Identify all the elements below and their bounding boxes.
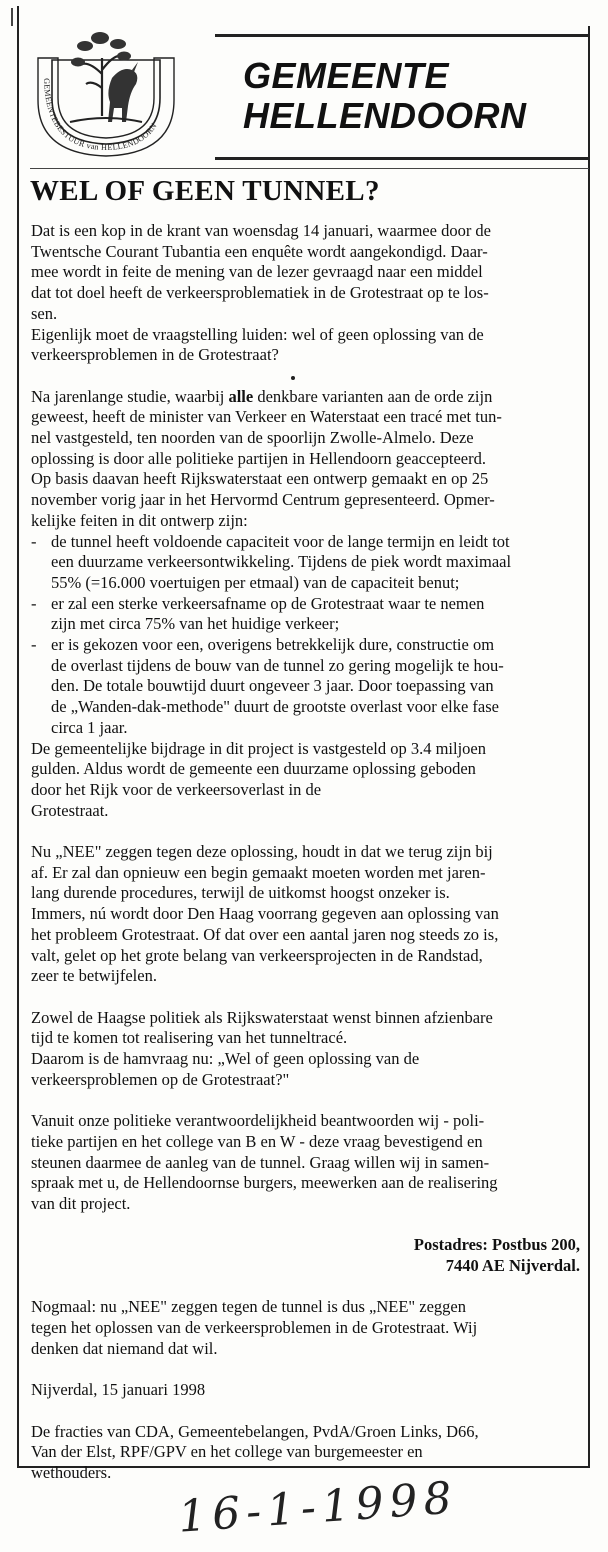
municipality-line-2: HELLENDOORN <box>243 95 527 136</box>
header-rule-bottom <box>215 157 589 160</box>
text-line: De gemeentelijke bijdrage in dit project is vastgesteld op 3.4 miljoen <box>31 738 487 758</box>
text-line: 55% (=16.000 voertuigen per etmaal) van de capaciteit benut; <box>51 572 460 592</box>
text-line: De fracties van CDA, Gemeentebelangen, PvdA/Groen Links, D66, <box>31 1421 479 1441</box>
text-line: lang durende procedures, terwijl de uitkomst hoogst onzeker is. <box>31 883 450 903</box>
text-line: verkeersproblemen in de Grotestraat? <box>31 345 279 365</box>
header-rule-top <box>215 34 589 37</box>
text-line: sen. <box>31 303 58 323</box>
bullet-dash: - <box>31 593 37 613</box>
text-line: steunen daarmee de aanleg van de tunnel. Graag willen wij in samen- <box>31 1152 490 1172</box>
text-line: af. Er zal dan opnieuw een begin gemaakt moeten worden met jaren- <box>31 862 486 882</box>
bullet-dash: - <box>31 531 37 551</box>
text-line: de overlast tijdens de bouw van de tunnel zo gering mogelijk te hou- <box>51 655 504 675</box>
text-line: er is gekozen voor een, overigens betrekkelijk dure, constructie om <box>51 635 495 655</box>
bullet-item <box>31 594 586 635</box>
text-line: november vorig jaar in het Hervormd Centrum gepresenteerd. Opmer- <box>31 490 495 510</box>
signatories <box>31 1422 586 1484</box>
text-line: Op basis daavan heeft Rijkswaterstaat een ontwerp gemaakt en op 25 <box>31 469 489 489</box>
postal-address <box>31 1235 586 1276</box>
text-line: zeer te betwijfelen. <box>31 966 157 986</box>
bullet-item <box>31 532 586 594</box>
title-rule <box>30 168 589 169</box>
clipping-border-left <box>17 6 19 1468</box>
paragraph-1 <box>31 221 586 366</box>
text-line: de „Wanden-dak-methode" duurt de grootste overlast voor elke fase <box>51 697 499 717</box>
text-line: Eigenlijk moet de vraagstelling luiden: wel of geen oplossing van de <box>31 324 484 344</box>
municipality-name <box>243 56 527 136</box>
municipality-line-1: GEMEENTE <box>243 55 450 96</box>
text-line: Na jarenlange studie, waarbij alle denkbare varianten aan de orde zijn <box>31 386 493 406</box>
crest-ribbon-text: GEMEENTEBESTUUR van HELLENDOORN <box>41 78 159 153</box>
text-line: gulden. Aldus wordt de gemeente een duurzame oplossing geboden <box>31 759 476 779</box>
address-line-1: Postadres: Postbus 200, <box>413 1235 580 1255</box>
paragraph-6 <box>31 1111 586 1215</box>
text-line: denken dat niemand dat wil. <box>31 1338 218 1358</box>
text-line: Nogmaal: nu „NEE" zeggen tegen de tunnel is dus „NEE" zeggen <box>31 1297 466 1317</box>
article-title: WEL OF GEEN TUNNEL? <box>30 175 380 207</box>
text-line: Twentsche Courant Tubantia een enquête wordt aangekondigd. Daar- <box>31 241 488 261</box>
text-line: verkeersproblemen op de Grotestraat?" <box>31 1069 290 1089</box>
article-body <box>31 221 586 1484</box>
paragraph-5 <box>31 1008 586 1091</box>
clipping-border-right <box>588 26 590 1468</box>
text-line: een duurzame verkeersontwikkeling. Tijdens de piek wordt maximaal <box>51 552 512 572</box>
text-line: Dat is een kop in de krant van woensdag 14 januari, waarmee door de <box>31 221 492 240</box>
bullet-item <box>31 635 586 739</box>
text-line: Grotestraat. <box>31 800 109 820</box>
text-line: den. De totale bouwtijd duurt ongeveer 3 jaar. Door toepassing van <box>51 676 494 696</box>
paragraph-2 <box>31 387 586 532</box>
text-line: Zowel de Haagse politiek als Rijkswaterstaat wenst binnen afzienbare <box>31 1007 493 1027</box>
text-line: tieke partijen en het college van B en W - deze vraag bevestigend en <box>31 1131 483 1151</box>
text-line: van dit project. <box>31 1193 131 1213</box>
paragraph-7 <box>31 1297 586 1359</box>
svg-text:GEMEENTEBESTUUR van HELLENDOOR <box>42 78 159 152</box>
text-line: wethouders. <box>31 1463 112 1483</box>
text-line: Van der Elst, RPF/GPV en het college van burgemeester en <box>31 1442 423 1462</box>
text-line: dat tot doel heeft de verkeersproblematiek in de Grotestraat op te los- <box>31 283 489 303</box>
text-line: kelijke feiten in dit ontwerp zijn: <box>31 510 248 530</box>
text-line: Immers, nú wordt door Den Haag voorrang gegeven aan oplossing van <box>31 904 499 924</box>
text-line: geweest, heeft de minister van Verkeer en Waterstaat een tracé met tun- <box>31 407 502 427</box>
emphasis-alle: alle <box>228 386 254 406</box>
municipal-crest-logo <box>30 18 182 158</box>
text-line: tijd te komen tot realisering van het tunneltracé. <box>31 1028 348 1048</box>
bullet-dash: - <box>31 635 37 655</box>
text-line: circa 1 jaar. <box>51 717 128 737</box>
bullet-list <box>31 532 586 739</box>
text-line: tegen het oplossen van de verkeersproblemen in de Grotestraat. Wij <box>31 1318 478 1338</box>
text-line: zijn met circa 75% van het huidige verkeer; <box>51 614 340 634</box>
text-line: het probleem Grotestraat. Of dat over een aantal jaren nog steeds zo is, <box>31 924 499 944</box>
address-line-2: 7440 AE Nijverdal. <box>445 1256 580 1276</box>
handwritten-date: 16-1-1998 <box>176 1472 460 1543</box>
text-line: oplossing is door alle politieke partijen in Hellendoorn geaccepteerd. <box>31 448 486 468</box>
text-line: de tunnel heeft voldoende capaciteit voor de lange termijn en leidt tot <box>51 531 510 551</box>
text-line: door het Rijk voor de verkeersoverlast in de <box>31 779 322 799</box>
paragraph-4 <box>31 842 586 987</box>
text-line: Daarom is de hamvraag nu: „Wel of geen oplossing van de <box>31 1049 420 1069</box>
margin-mark <box>11 8 13 26</box>
text-line: Nu „NEE" zeggen tegen deze oplossing, houdt in dat we terug zijn bij <box>31 842 493 862</box>
text-line: spraak met u, de Hellendoornse burgers, meewerken aan de realisering <box>31 1173 498 1193</box>
text-line: valt, gelet op het grote belang van verkeersprojecten in de Randstad, <box>31 945 483 965</box>
text-line: mee wordt in feite de mening van de lezer gevraagd naar een middel <box>31 262 483 282</box>
text-line: nel vastgesteld, ten noorden van de spoorlijn Zwolle-Almelo. Deze <box>31 428 474 448</box>
text-line: Vanuit onze politieke verantwoordelijkheid beantwoorden wij - poli- <box>31 1111 485 1131</box>
place-date: Nijverdal, 15 januari 1998 <box>31 1380 206 1400</box>
paragraph-3 <box>31 739 586 822</box>
text-line: er zal een sterke verkeersafname op de Grotestraat waar te nemen <box>51 593 485 613</box>
